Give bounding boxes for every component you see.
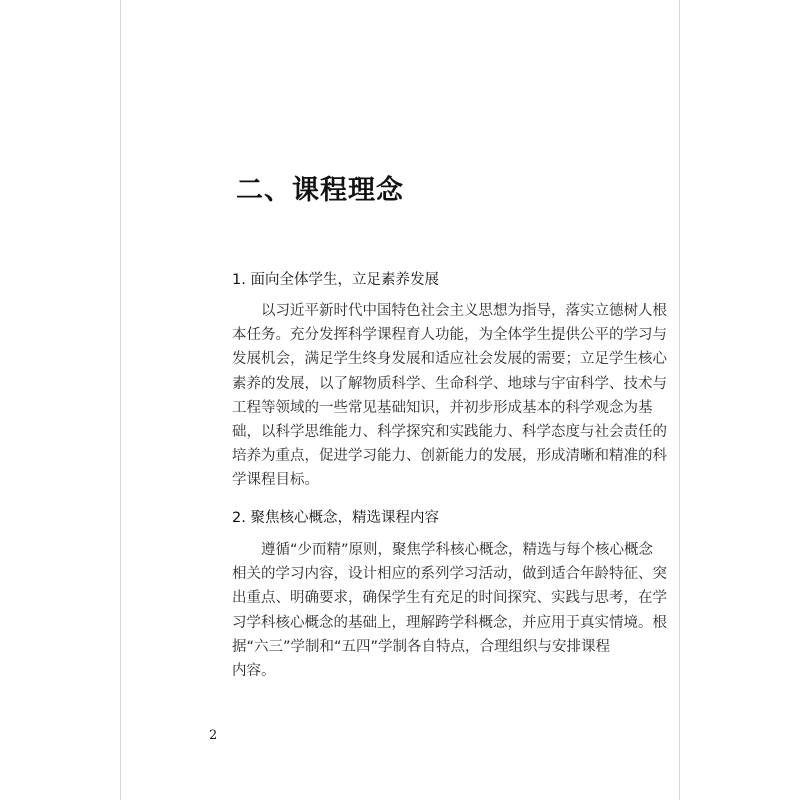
paragraph-line: 工程等领域的一些常见基础知识，并初步形成基本的科学观念为基	[232, 399, 653, 416]
paragraph-line: 据“六三”学制和“五四”学制各自特点，合理组织与安排课程	[232, 638, 611, 655]
page-number: 2	[209, 728, 218, 743]
paragraph-line: 遵循“少而精”原则，聚焦学科核心概念，精选与每个核心概念	[261, 542, 654, 558]
section-2-paragraph	[232, 538, 667, 683]
paragraph-line: 以习近平新时代中国特色社会主义思想为指导，落实立德树人根	[261, 303, 667, 319]
section-1-paragraph	[232, 299, 667, 493]
paragraph-line: 习学科核心概念的基础上，理解跨学科概念，并应用于真实情境。根	[232, 614, 667, 631]
paragraph-line: 培养为重点，促进学习能力、创新能力的发展，形成清晰和精准的科	[232, 448, 667, 465]
paragraph-line: 学课程目标。	[232, 472, 319, 489]
paragraph-line: 发展机会，满足学生终身发展和适应社会发展的需要；立足学生核心	[232, 351, 667, 368]
paragraph-line: 本任务。充分发挥科学课程育人功能，为全体学生提供公平的学习与	[232, 327, 667, 344]
paragraph-line: 素养的发展，以了解物质科学、生命科学、地球与宇宙科学、技术与	[232, 375, 667, 392]
section-heading-2: 2. 聚焦核心概念，精选课程内容	[232, 510, 439, 526]
document-page	[120, 0, 680, 800]
paragraph-line: 内容。	[232, 663, 276, 680]
page-title: 二、课程理念	[236, 175, 404, 206]
paragraph-line: 相关的学习内容，设计相应的系列学习活动，做到适合年龄特征、突	[232, 566, 667, 583]
paragraph-line: 出重点、明确要求，确保学生有充足的时间探究、实践与思考，在学	[232, 590, 667, 607]
section-heading-1: 1. 面向全体学生，立足素养发展	[232, 272, 439, 288]
paragraph-line: 础，以科学思维能力、科学探究和实践能力、科学态度与社会责任的	[232, 424, 667, 441]
